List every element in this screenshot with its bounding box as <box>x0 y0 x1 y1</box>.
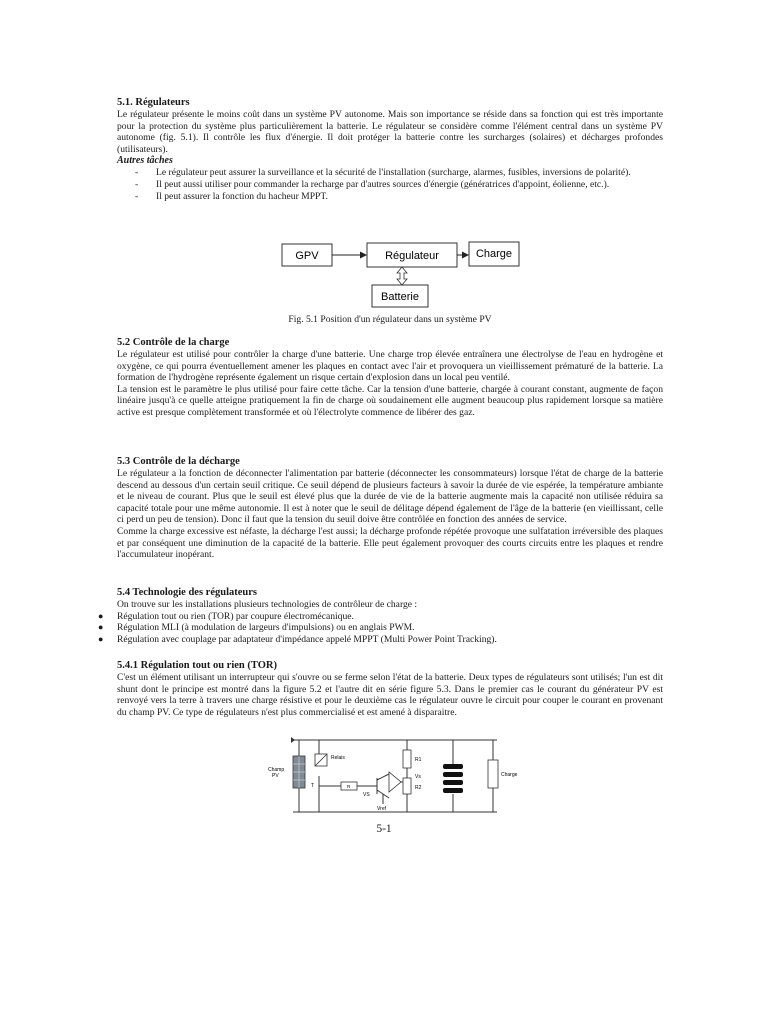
regulateur-label: Régulateur <box>385 250 439 262</box>
battery-cell <box>443 780 463 785</box>
section-5-2 <box>117 337 663 419</box>
list-item: ● Régulation MLI (à modulation de largeurs d'impulsions) ou en anglais PWM. <box>98 622 415 634</box>
battery-cell <box>443 788 463 793</box>
shunt-regulator-circuit <box>255 734 523 816</box>
section-title-5-4: 5.4 Technologie des régulateurs <box>117 587 258 598</box>
r-label: R <box>347 784 351 789</box>
champ-label: Champ <box>268 767 285 773</box>
section-title-5-1: 5.1. Régulateurs <box>117 97 190 108</box>
list-item: - Il peut aussi utiliser pour commander la recharge par d'autres sources d'énergie (génératrices d'appoint, éolienne, etc.). <box>135 178 610 190</box>
comparator <box>389 772 401 792</box>
bidirectional-arrow <box>397 267 407 285</box>
section-5-3 <box>117 456 663 561</box>
figure-5-1-caption: Fig. 5.1 Position d'un régulateur dans un système PV <box>288 314 492 325</box>
subheading-autres-taches: Autres tâches <box>117 155 173 167</box>
paragraph-5-2-b: La tension est le paramètre le plus utilisé pour faire cette tâche. Car la tension d'une batterie, chargée à courant constant, augmente de façon linéaire jusqu'à ce quelle atteigne pratiquement la fin de charge où soudainement elle augment beaucoup plus rapidement lorsque sa matière active est presque complètement transformée et où l'électrolyte commence de libérer des gaz. <box>117 383 663 418</box>
paragraph-5-3-b: Comme la charge excessive est néfaste, la décharge l'est aussi; la décharge profonde répétée provoque une sulfatation irréversible des plaques et par conséquent une diminution de la capacité de la batterie. Elle peut également provoquer des courts circuits entre les plaques et rendre l'accumulateur inopérant. <box>117 525 663 561</box>
list-item: ● Régulation avec couplage par adaptateur d'impédance appelé MPPT (Multi Power Point Tracking). <box>98 634 497 646</box>
figure-5-1-diagram <box>270 238 520 310</box>
relais-label: Relais <box>331 755 345 761</box>
list-item: - Il peut assurer la fonction du hacheur MPPT. <box>135 190 328 202</box>
resistor-r2 <box>403 778 411 794</box>
diode-icon <box>291 737 295 743</box>
r2-label: R2 <box>415 785 422 791</box>
pv-label: PV <box>272 773 279 779</box>
page-number: 5-1 <box>376 823 392 835</box>
battery-cell <box>443 764 463 769</box>
paragraph-5-1: Le régulateur présente le moins coût dans un système PV autonome. Mais son importance se réside dans sa fonction qui est très importante pour la protection du système plus particulièrement la batterie. Le régulateur se considère comme l'élément central dans un système PV autonome (fig. 5.1). Il contrôle les flux d'énergie. Il doit protéger la batterie contre les surcharges (solaires) et décharges profondes (utilisateurs). <box>117 109 663 155</box>
list-item: ● Régulation tout ou rien (TOR) par coupure électromécanique. <box>98 610 354 622</box>
section-5-1 <box>117 97 663 202</box>
paragraph-5-3-a: Le régulateur a la fonction de déconnecter l'alimentation par batterie (déconnecter les consommateurs) lorsque l'état de charge de la batterie descend au dessous d'un certain seuil critique. Ce seuil dépend de plusieurs facteurs à savoir la durée de vie espérée, la température ambiante et le niveau de courant. Plus que le seuil est élevé plus que la durée de vie de la batterie augmente mais la capacité non utilisée réduira sa capacité totale pour une même autonomie. Il est à noter que le seuil de délitage dépend également de l'âge de la batterie (en vieillissant, celle ci perd un peu de tension). Donc il faut que la tension du seuil doive être contrôlée en fonction des années de service. <box>117 468 663 526</box>
charge-resistor <box>488 760 498 788</box>
charge-circuit-label: Charge <box>501 772 518 778</box>
vs-label: Vs <box>415 774 421 780</box>
vs2-label: VS <box>363 792 370 798</box>
list-item: - Le régulateur peut assurer la surveillance et la sécurité de l'installation (surcharge, alarmes, fusibles, inversions de polarité). <box>135 167 631 179</box>
charge-label: Charge <box>475 248 513 260</box>
vref-label: Vref <box>377 806 386 812</box>
battery-cell <box>443 772 463 777</box>
technologies-list <box>98 610 663 646</box>
tasks-list <box>117 167 663 202</box>
r1-label: R1 <box>415 757 422 763</box>
paragraph-5-2-a: Le régulateur est utilisé pour contrôler la charge d'une batterie. Une charge trop élevée entraînera une électrolyse de l'eau en hydrogène et oxygène, ce qui pourra éventuellement amener les plaques en contact avec l'air et provoquera un vieillissement prématuré de la batterie. La formation de l'hydrogène représente également un risque certain d'explosion dans un local peu ventilé. <box>117 349 663 384</box>
gpv-label: GPV <box>295 250 319 262</box>
paragraph-5-4: On trouve sur les installations plusieurs technologies de contrôleur de charge : <box>117 599 418 610</box>
section-title-5-2: 5.2 Contrôle de la charge <box>117 337 230 348</box>
section-5-4 <box>98 587 663 646</box>
section-title-5-3: 5.3 Contrôle de la décharge <box>117 456 240 467</box>
section-5-4-1 <box>117 660 663 718</box>
resistor-r1 <box>403 750 411 768</box>
t-label: T <box>311 783 315 789</box>
paragraph-5-4-1: C'est un élément utilisant un interrupteur qui s'ouvre ou se ferme selon l'état de la batterie. Deux types de régulateurs sont utilisés; l'un est dit shunt dont le principe est montré dans la figure 5.2 et l'autre dit en série figure 5.3. Dans le premier cas le courant du générateur PV est renvoyé vers la terre à travers une charge résistive et pour le deuxième cas le régulateur ouvre le circuit pour couper le courant en provenant du champ PV. Ce type de régulateurs n'est plus commercialisé et est amené à disparaitre. <box>117 672 663 718</box>
section-title-5-4-1: 5.4.1 Régulation tout ou rien (TOR) <box>117 660 277 671</box>
batterie-label: Batterie <box>381 291 419 303</box>
